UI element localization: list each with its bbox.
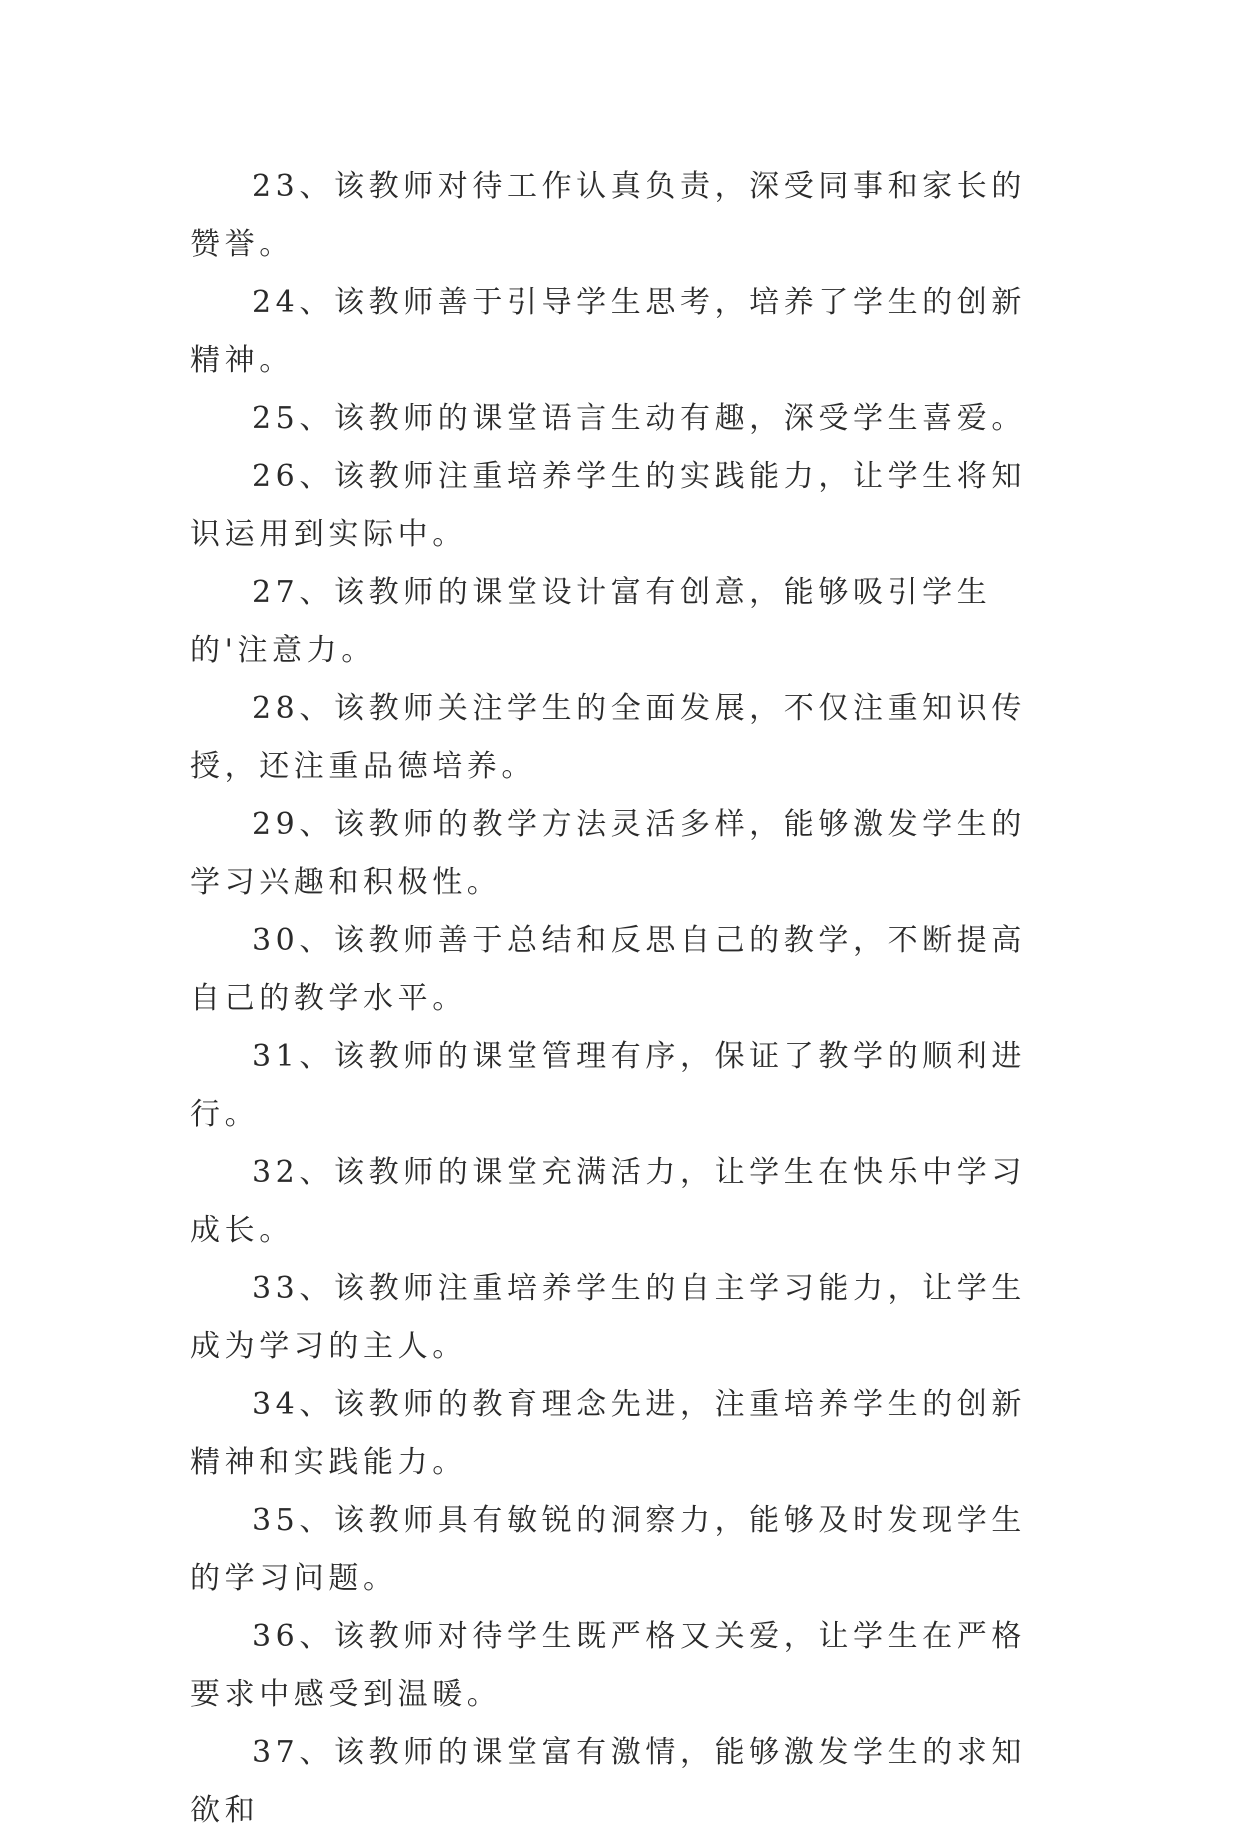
paragraph-34: 34、该教师的教育理念先进，注重培养学生的创新精神和实践能力。 bbox=[190, 1387, 1026, 1480]
document-body bbox=[190, 158, 1050, 1840]
paragraph-26: 26、该教师注重培养学生的实践能力，让学生将知识运用到实际中。 bbox=[190, 459, 1026, 552]
paragraph-35: 35、该教师具有敏锐的洞察力，能够及时发现学生的学习问题。 bbox=[190, 1503, 1026, 1596]
paragraph-23: 23、该教师对待工作认真负责，深受同事和家长的赞誉。 bbox=[190, 169, 1026, 262]
paragraph-29: 29、该教师的教学方法灵活多样，能够激发学生的学习兴趣和积极性。 bbox=[190, 807, 1026, 900]
paragraph-36: 36、该教师对待学生既严格又关爱，让学生在严格要求中感受到温暖。 bbox=[190, 1619, 1026, 1712]
paragraph-28: 28、该教师关注学生的全面发展，不仅注重知识传授，还注重品德培养。 bbox=[190, 691, 1026, 784]
paragraph-27: 27、该教师的课堂设计富有创意，能够吸引学生的'注意力。 bbox=[190, 575, 992, 668]
paragraph-25: 25、该教师的课堂语言生动有趣，深受学生喜爱。 bbox=[252, 401, 1026, 436]
paragraph-30: 30、该教师善于总结和反思自己的教学，不断提高自己的教学水平。 bbox=[190, 923, 1026, 1016]
paragraph-31: 31、该教师的课堂管理有序，保证了教学的顺利进行。 bbox=[190, 1039, 1026, 1132]
paragraph-24: 24、该教师善于引导学生思考，培养了学生的创新精神。 bbox=[190, 285, 1026, 378]
paragraph-32: 32、该教师的课堂充满活力，让学生在快乐中学习成长。 bbox=[190, 1155, 1026, 1248]
paragraph-37: 37、该教师的课堂富有激情，能够激发学生的求知欲和 bbox=[190, 1735, 1026, 1828]
paragraph-33: 33、该教师注重培养学生的自主学习能力，让学生成为学习的主人。 bbox=[190, 1271, 1026, 1364]
